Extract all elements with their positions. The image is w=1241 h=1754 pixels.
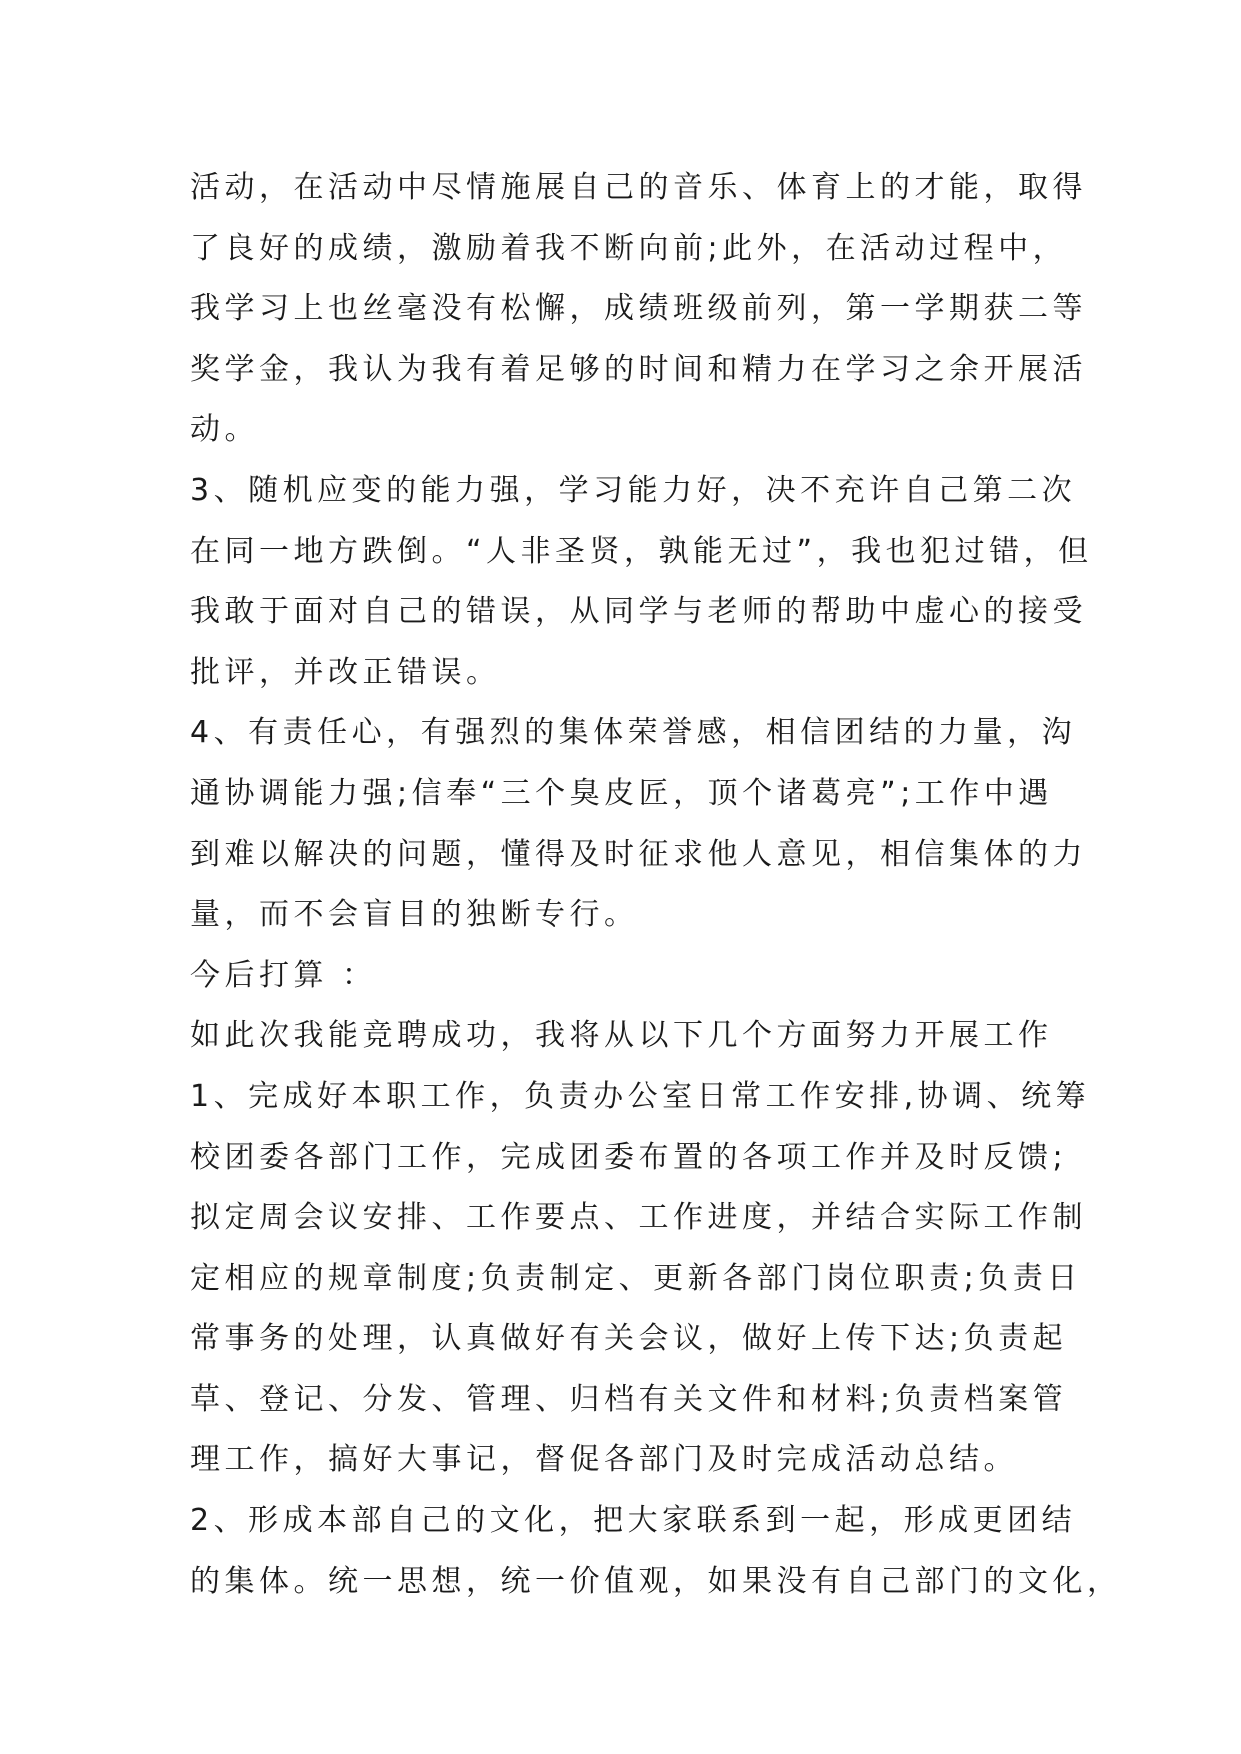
text-line: 到难以解决的问题，懂得及时征求他人意见，相信集体的力 bbox=[190, 836, 1087, 872]
text-line: 奖学金，我认为我有着足够的时间和精力在学习之余开展活 bbox=[190, 351, 1087, 387]
text-line: 通协调能力强;信奉“三个臭皮匠，顶个诸葛亮”;工作中遇 bbox=[190, 775, 1053, 811]
text-line: 常事务的处理，认真做好有关会议，做好上传下达;负责起 bbox=[190, 1321, 1068, 1357]
body-text bbox=[190, 158, 1122, 1612]
text-line: 理工作，搞好大事记，督促各部门及时完成活动总结。 bbox=[190, 1442, 1018, 1478]
text-line: 拟定周会议安排、工作要点、工作进度，并结合实际工作制 bbox=[190, 1200, 1087, 1236]
text-line: 在同一地方跌倒。“人非圣贤，孰能无过”，我也犯过错，但 bbox=[190, 533, 1093, 569]
text-line: 动。 bbox=[190, 412, 259, 448]
text-line: 了良好的成绩，激励着我不断向前;此外，在活动过程中， bbox=[190, 230, 1068, 266]
text-line: 的集体。统一思想，统一价值观，如果没有自己部门的文化， bbox=[190, 1563, 1122, 1599]
text-line: 我学习上也丝毫没有松懈，成绩班级前列，第一学期获二等 bbox=[190, 291, 1087, 327]
text-line: 批评，并改正错误。 bbox=[190, 654, 501, 690]
text-line: 定相应的规章制度;负责制定、更新各部门岗位职责;负责日 bbox=[190, 1260, 1082, 1296]
text-line: 我敢于面对自己的错误，从同学与老师的帮助中虚心的接受 bbox=[190, 594, 1087, 630]
text-line: 4、有责任心，有强烈的集体荣誉感，相信团结的力量，沟 bbox=[190, 715, 1077, 751]
text-line: 量，而不会盲目的独断专行。 bbox=[190, 897, 639, 933]
text-line: 3、随机应变的能力强，学习能力好，决不充许自己第二次 bbox=[190, 472, 1077, 508]
text-line: 活动，在活动中尽情施展自己的音乐、体育上的才能，取得 bbox=[190, 170, 1087, 205]
text-line: 1、完成好本职工作，负责办公室日常工作安排,协调、统筹 bbox=[190, 1078, 1091, 1114]
text-line: 草、登记、分发、管理、归档有关文件和材料;负责档案管 bbox=[190, 1381, 1068, 1417]
text-line: 如此次我能竞聘成功，我将从以下几个方面努力开展工作 bbox=[190, 1018, 1053, 1054]
text-line: 2、形成本部自己的文化，把大家联系到一起，形成更团结 bbox=[190, 1503, 1077, 1539]
text-line: 校团委各部门工作，完成团委布置的各项工作并及时反馈; bbox=[190, 1139, 1068, 1175]
section-heading: 今后打算 ： bbox=[190, 957, 377, 993]
